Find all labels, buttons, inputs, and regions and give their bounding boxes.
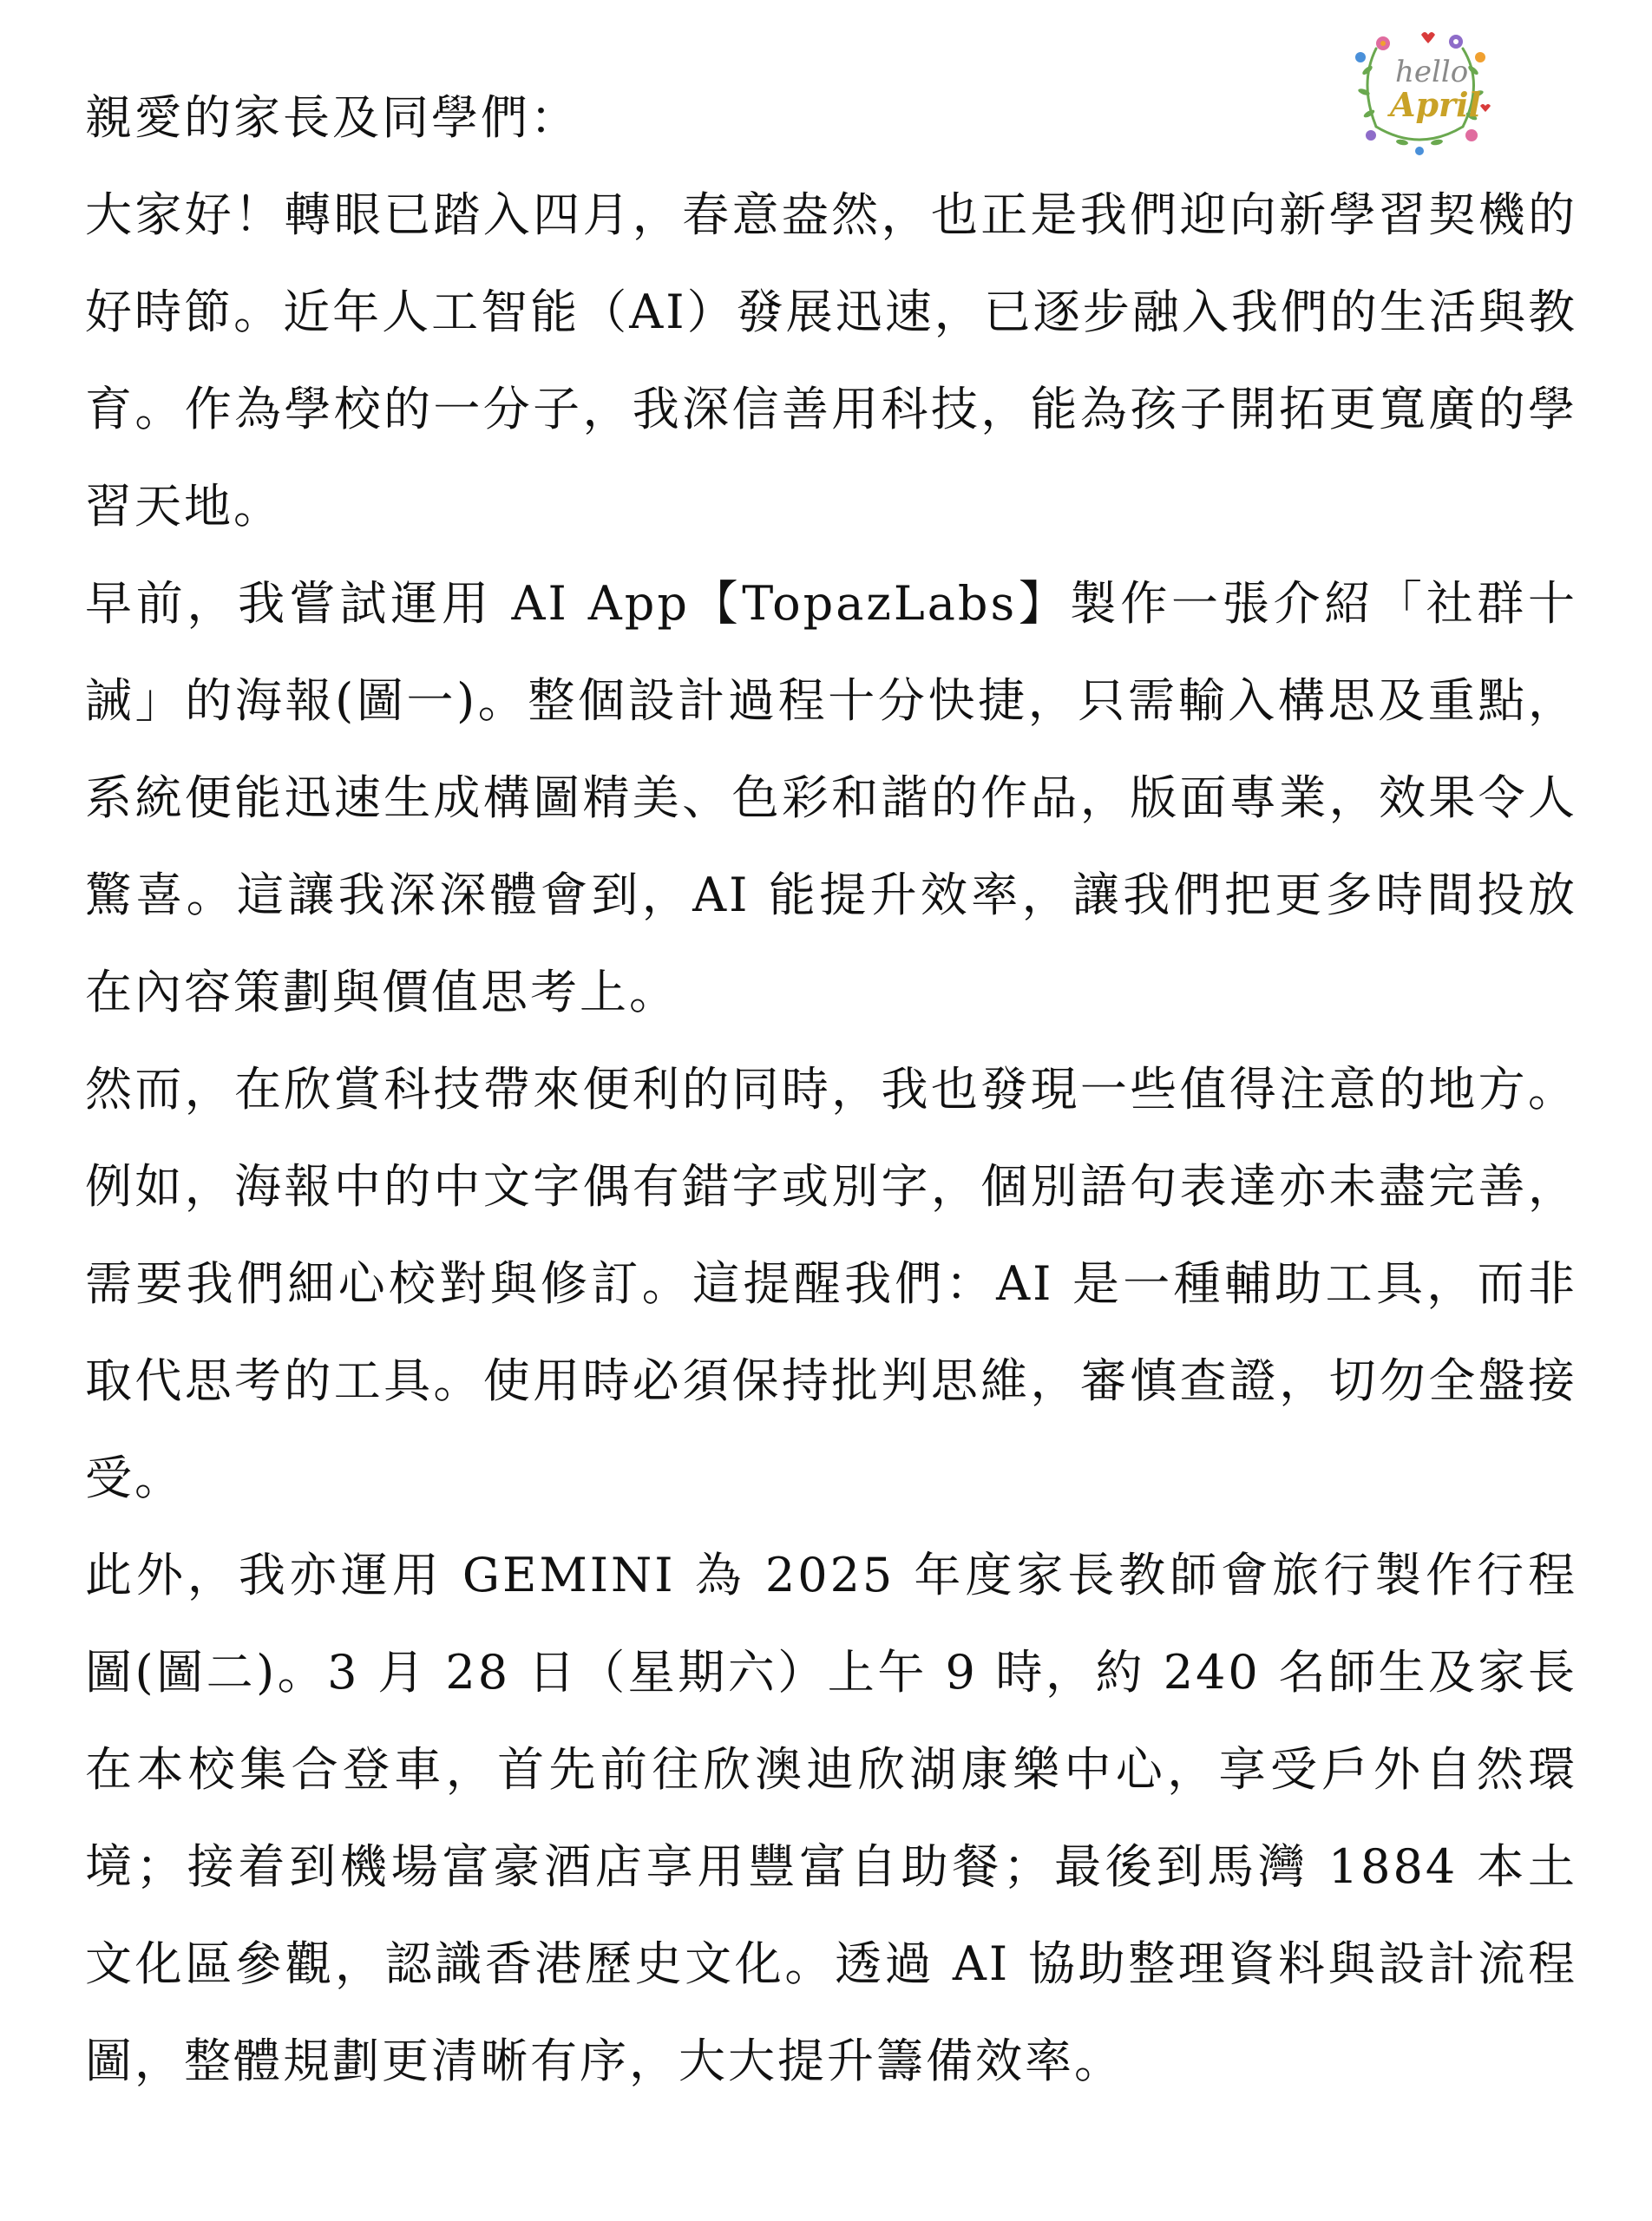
paragraph-caution: 然而，在欣賞科技帶來便利的同時，我也發現一些值得注意的地方。例如，海報中的中文字偶有錯字或別字，個別語句表達亦未盡完善，需要我們細心校對與修訂。這提醒我們：AI 是一種輔助工具，而非取代思考的工具。使用時必須保持批判思維，審慎查證，切勿全盤接受。 [85, 1062, 1577, 1505]
letter-greeting: 親愛的家長及同學們： [85, 90, 580, 145]
paragraph-intro: 大家好！轉眼已踏入四月，春意盎然，也正是我們迎向新學習契機的好時節。近年人工智能（AI）發展迅速，已逐步融入我們的生活與教育。作為學校的一分子，我深信善用科技，能為孩子開拓更寬廣的學習天地。 [85, 187, 1577, 534]
paragraph-poster: 早前，我嘗試運用 AI App【TopazLabs】製作一張介紹「社群十誡」的海報(圖一)。整個設計過程十分快捷，只需輸入構思及重點，系統便能迅速生成構圖精美、色彩和諧的作品，版面專業，效果令人驚喜。這讓我深深體會到，AI 能提升效率，讓我們把更多時間投放在內容策劃與價值思考上。 [85, 576, 1577, 1019]
deco-april-text: April [1390, 85, 1481, 124]
paragraph-trip: 此外，我亦運用 GEMINI 為 2025 年度家長教師會旅行製作行程圖(圖二)。3 月 28 日（星期六）上午 9 時，約 240 名師生及家長在本校集合登車，首先前往欣澳迪欣湖康樂中心，享受戶外自然環境；接着到機場富豪酒店享用豐富自助餐；最後到馬灣 1884 本土文化區參觀，認識香港歷史文化。透過 AI 協助整理資料與設計流程圖，整體規劃更清晰有序，大大提升籌備效率。 [85, 1548, 1577, 2088]
letter-body [85, 69, 1577, 2110]
deco-hello-text: hello [1395, 55, 1469, 89]
